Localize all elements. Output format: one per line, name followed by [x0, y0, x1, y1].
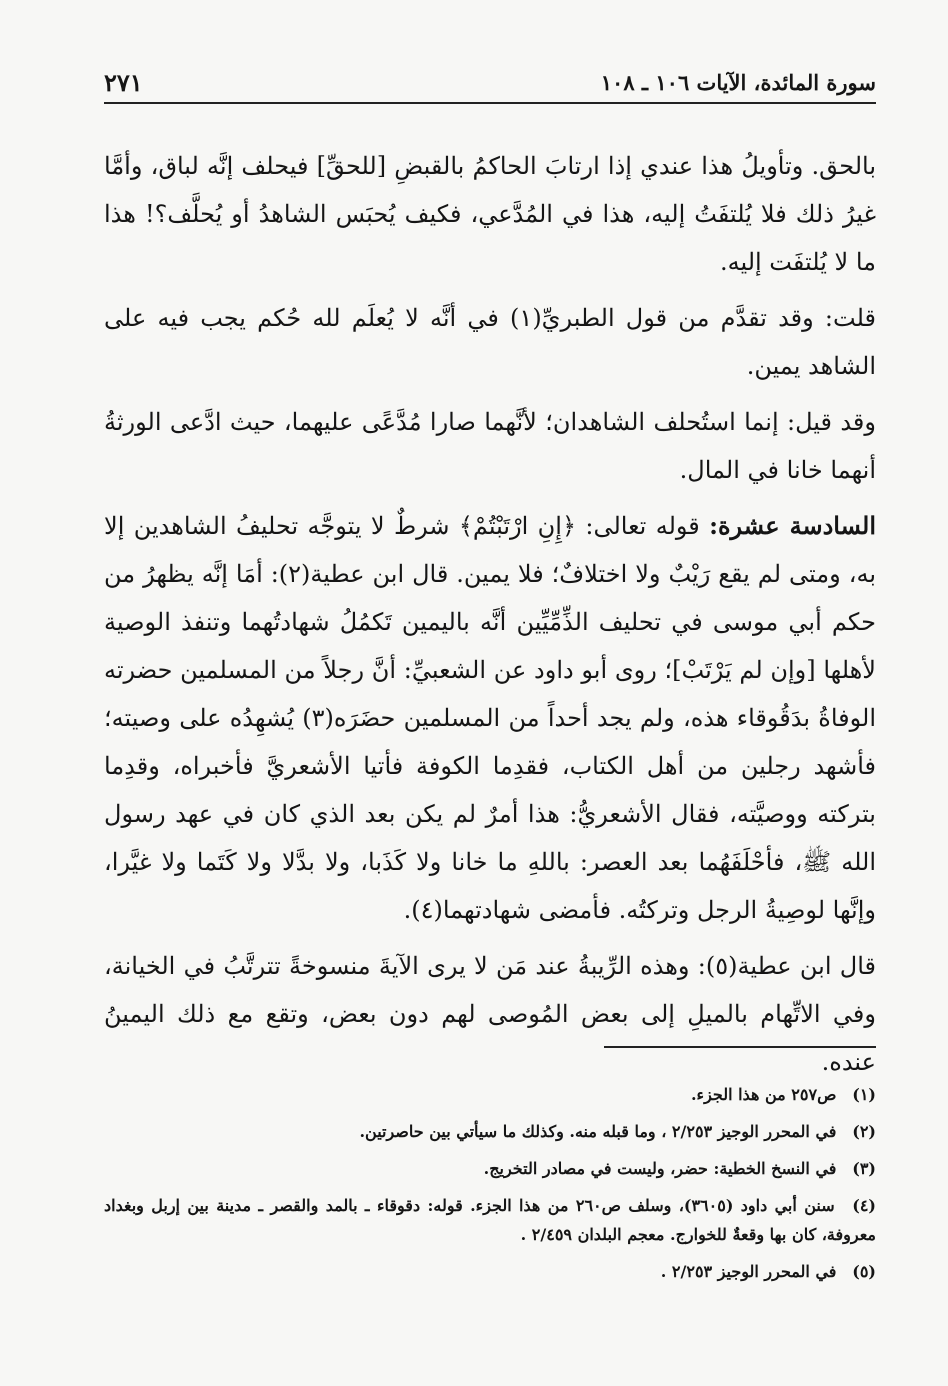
page-header — [104, 60, 876, 106]
footnote-1 — [104, 1080, 876, 1109]
footnote-text: في المحرر الوجيز ٢/٢٥٣ ، وما قبله منه. وكذلك ما سيأتي بين حاصرتين. — [359, 1122, 837, 1141]
paragraph-3 — [104, 398, 876, 494]
footnote-number: (١) — [852, 1085, 876, 1104]
footnote-text: في المحرر الوجيز ٢/٢٥٣ . — [660, 1262, 837, 1281]
paragraph-4 — [104, 502, 876, 934]
running-title: سورة المائدة، الآيات ١٠٦ ـ ١٠٨ — [600, 70, 876, 95]
footnote-3 — [104, 1154, 876, 1183]
paragraph-text: وقد قيل: إنما استُحلف الشاهدان؛ لأنَّهما صارا مُدَّعًى عليهما، حيث ادَّعى الورثةُ أنهما خانا في المال. — [104, 408, 876, 484]
paragraph-text: بالحق. وتأويلُ هذا عندي إذا ارتابَ الحاكمُ بالقبضِ [للحقِّ] فيحلف إنَّه لباق، وأمَّا غيرُ ذلك فلا يُلتفَتُ إليه، هذا في المُدَّعي، فكيف يُحبَس الشاهدُ أو يُحلَّف؟! هذا ما لا يُلتفَت إليه. — [104, 152, 876, 276]
main-text — [104, 142, 876, 1094]
footnote-2 — [104, 1117, 876, 1146]
paragraph-text: قلت: وقد تقدَّم من قول الطبريِّ(١) في أنَّه لا يُعلَم لله حُكم يجب فيه على الشاهد يمين. — [104, 304, 877, 380]
footnote-text: ص٢٥٧ من هذا الجزء. — [690, 1085, 837, 1104]
paragraph-5 — [104, 942, 876, 1086]
paragraph-text: قال ابن عطية(٥): وهذه الرِّيبةُ عند مَن لا يرى الآيةَ منسوخةً تترتَّبُ في الخيانة، وفي الاتِّهام بالميلِ إلى بعض المُوصى لهم دون بعض، وتقع مع ذلك اليمينُ عنده. — [104, 952, 876, 1076]
footnote-number: (٥) — [852, 1262, 876, 1281]
header-rule — [104, 102, 876, 104]
footnotes — [104, 1080, 876, 1294]
section-heading: السادسة عشرة: — [709, 511, 876, 540]
footnote-text: سنن أبي داود (٣٦٠٥)، وسلف ص٢٦٠ من هذا الجزء. قوله: دقوقاء ـ بالمد والقصر ـ مدينة بين إربل وبغداد معروفة، كان بها وقعةٌ للخوارج. معجم البلدان ٢/٤٥٩ . — [104, 1196, 876, 1244]
footnote-number: (٣) — [852, 1159, 876, 1178]
paragraph-1 — [104, 142, 876, 286]
footnote-5 — [104, 1257, 876, 1286]
paragraph-2 — [104, 294, 876, 390]
footnote-4 — [104, 1191, 876, 1249]
page-number: ٢٧١ — [104, 68, 143, 97]
footnote-number: (٢) — [852, 1122, 876, 1141]
footnote-text: في النسخ الخطية: حضر، وليست في مصادر التخريج. — [483, 1159, 837, 1178]
footnote-separator — [604, 1046, 876, 1048]
footnote-number: (٤) — [852, 1196, 876, 1215]
paragraph-text: قوله تعالى: ﴿إِنِ ارْتَبْتُمْ﴾ شرطٌ لا يتوجَّه تحليفُ الشاهدين إلا به، ومتى لم يقع رَيْبٌ ولا اختلافٌ؛ فلا يمين. قال ابن عطية(٢): أمَا إنَّه يظهرُ من حكم أبي موسى في تحليف الذِّمِّيِّين أنَّه باليمين تَكمُلُ شهادتُهما وتنفذ الوصية لأهلها [وإن لم يَرْتَبْ]؛ روى أبو داود عن الشعبيِّ: أنَّ رجلاً من المسلمين حضرته الوفاةُ بدَقُوقاء هذه، ولم يجد أحداً من المسلمين حضَرَه(٣) يُشهِدُه على وصيته؛ فأشهد رجلين من أهل الكتاب، فقدِما الكوفة فأتيا الأشعريَّ فأخبراه، وقدِما بتركته ووصيَّته، فقال الأشعريُّ: هذا أمرٌ لم يكن بعد الذي كان في عهد رسول الله ﷺ، فأحْلَفَهُما بعد العصر: باللهِ ما خانا ولا كَذَبا، ولا بدَّلا ولا كَتَما ولا غيَّرا، وإنَّها لوصِيةُ الرجل وتركتُه. فأمضى شهادتهما(٤). — [104, 512, 877, 924]
